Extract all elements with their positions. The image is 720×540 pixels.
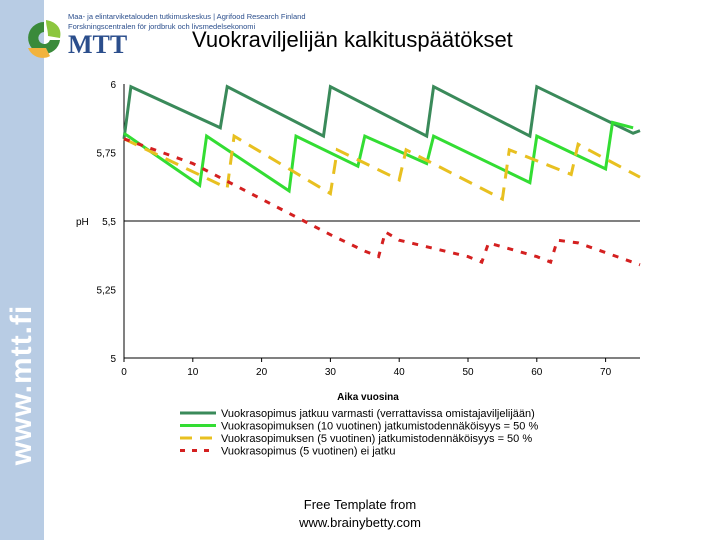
legend-label-2: Vuokrasopimuksen (10 vuotinen) jatkumistodennäköisyys = 50 % bbox=[221, 420, 539, 433]
plot-area bbox=[76, 80, 640, 403]
legend-label-1: Vuokrasopimus jatkuu varmasti (verrattavissa omistajaviljelijään) bbox=[221, 408, 535, 420]
logo-text: MTT bbox=[68, 30, 128, 59]
y-tick-label: 6 bbox=[110, 80, 116, 91]
y-axis-label: pH bbox=[76, 217, 89, 228]
y-tick-label: 5 bbox=[110, 354, 116, 365]
x-tick-label: 10 bbox=[187, 367, 199, 378]
x-tick-label: 30 bbox=[324, 367, 336, 378]
org-line-1: Maa- ja elintarviketalouden tutkimuskeskus | Agrifood Research Finland bbox=[68, 12, 306, 21]
x-axis-label: Aika vuosina bbox=[337, 392, 399, 403]
legend-label-3: Vuokrasopimuksen (5 vuotinen) jatkumistodennäköisyys = 50 % bbox=[221, 433, 533, 445]
y-tick-label: 5,75 bbox=[96, 148, 116, 160]
x-tick-label: 0 bbox=[121, 367, 127, 378]
legend-label-4: Vuokrasopimus (5 vuotinen) ei jatku bbox=[221, 445, 396, 458]
legend bbox=[180, 408, 538, 458]
y-tick-label: 5,5 bbox=[102, 217, 116, 228]
x-tick-label: 50 bbox=[462, 367, 474, 378]
x-tick-label: 40 bbox=[393, 367, 405, 378]
footer-line-1: Free Template from bbox=[303, 497, 417, 512]
x-tick-label: 60 bbox=[531, 367, 543, 378]
org-line-2: Forskningscentralen för jordbruk och livsmedelsekonomi bbox=[68, 22, 256, 31]
series-line-4 bbox=[124, 139, 640, 265]
series-line-2 bbox=[124, 122, 633, 190]
footer-line-2: www.brainybetty.com bbox=[299, 515, 421, 530]
series-line-1 bbox=[124, 87, 640, 139]
page-title: Vuokraviljelijän kalkituspäätökset bbox=[192, 27, 513, 52]
x-tick-label: 20 bbox=[256, 367, 268, 378]
y-tick-label: 5,25 bbox=[96, 285, 116, 297]
side-url-text: www.mtt.fi bbox=[5, 304, 38, 466]
x-tick-label: 70 bbox=[600, 367, 612, 378]
